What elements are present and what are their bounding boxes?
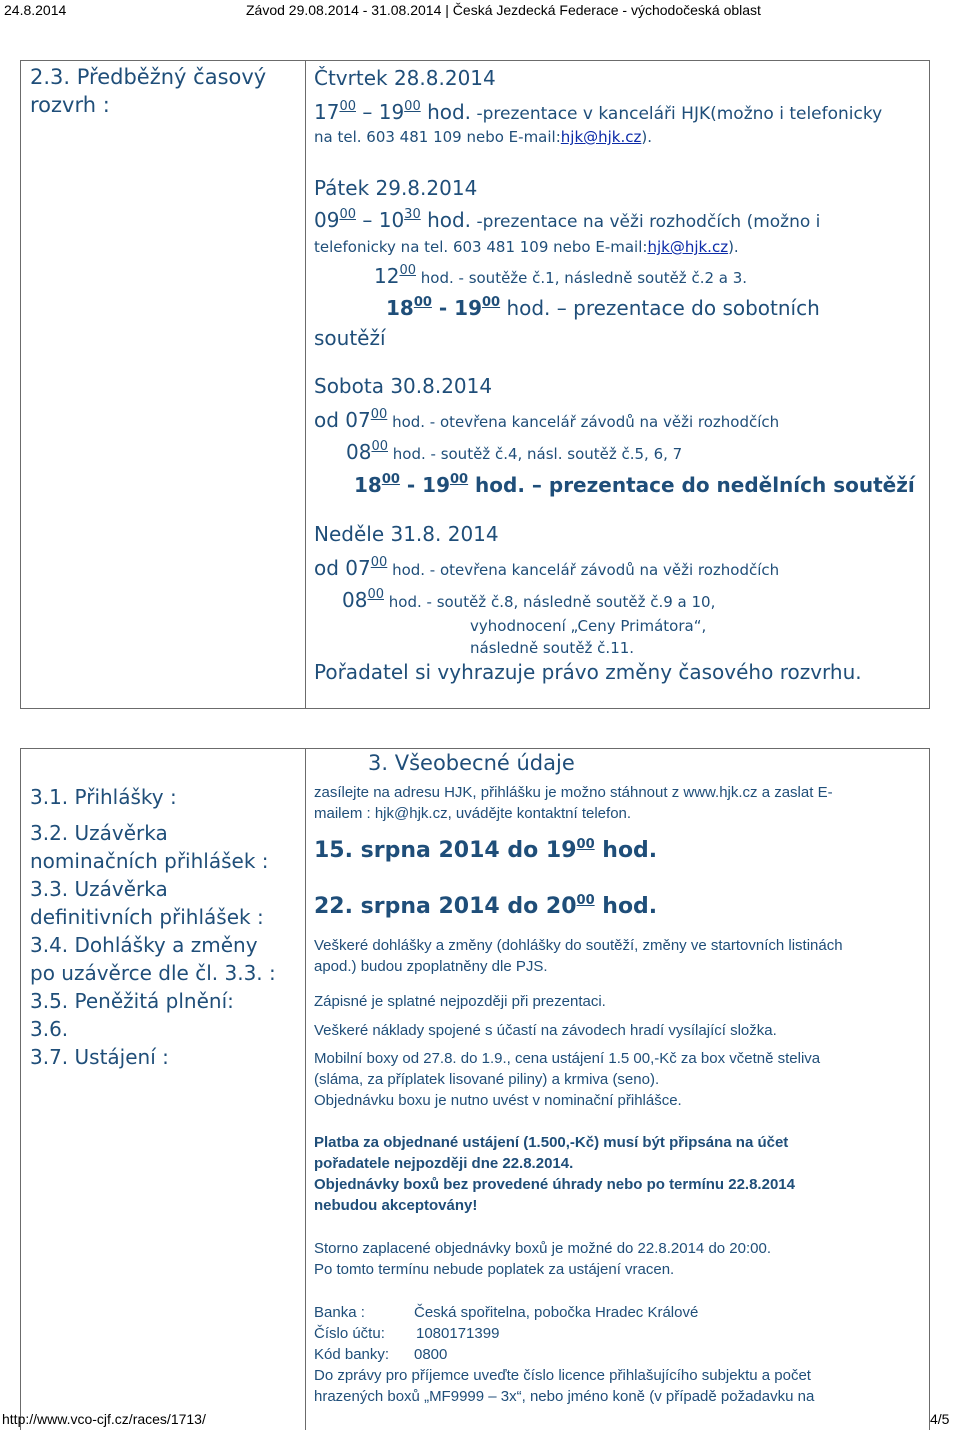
label-applications: 3.1. Přihlášky :: [30, 785, 177, 809]
general-labels: [30, 783, 276, 1071]
thursday-contact-end: ).: [641, 128, 653, 146]
schedule-label: [30, 63, 266, 119]
sunday-comp-minutes: 00: [367, 587, 384, 602]
friday-contact-text: telefonicky na tel. 603 481 109 nebo E-mail:: [314, 238, 648, 256]
friday-comp-minutes: 00: [399, 263, 416, 278]
bank-label: Banka :: [314, 1304, 365, 1321]
friday-day: Pátek 29.8.2014: [314, 176, 478, 200]
schedule-column-divider: [305, 60, 306, 709]
account-row: [314, 1323, 814, 1344]
sunday-open-pre: od 07: [314, 556, 371, 580]
label-nom-2: nominačních přihlášek :: [30, 849, 269, 873]
bank-code-value: 0800: [414, 1346, 448, 1363]
thursday-dash: –: [362, 100, 373, 124]
changes-line2: apod.) budou zpoplatněny dle PJS.: [314, 958, 548, 975]
sunday-comp-time: 08: [342, 588, 368, 612]
def-deadline-date: 22. srpna 2014 do 20: [314, 894, 577, 919]
thursday-contact-text: na tel. 603 481 109 nebo E-mail:: [314, 128, 561, 146]
applications-line2: mailem : hjk@hjk.cz, uvádějte kontaktní telefon.: [314, 805, 632, 822]
sunday-open-text: hod. - otevřena kancelář závodů na věži rozhodčích: [387, 561, 780, 579]
thursday-day: Čtvrtek 28.8.2014: [314, 66, 496, 90]
friday-t2-minutes: 30: [404, 207, 421, 222]
friday-time: [314, 208, 820, 232]
label-def-1: 3.3. Uzávěrka: [30, 877, 168, 901]
thursday-text: -prezentace v kanceláři HJK(možno i telefonicky: [471, 104, 883, 124]
warning-line1: Platba za objednané ustájení (1.500,-Kč) musí být připsána na účet: [314, 1134, 789, 1151]
payment-text: Zápisné je splatné nejpozději při prezentaci.: [314, 993, 606, 1010]
friday-contact: [314, 238, 739, 256]
saturday-pres-t1: 18: [354, 473, 382, 497]
label-changes-1: 3.4. Dohlášky a změny: [30, 933, 258, 957]
bank-code-row: [314, 1344, 814, 1365]
label-stabling: 3.7. Ustájení :: [30, 1045, 169, 1069]
payment-message-line2: hrazených boxů „MF9999 – 3x“, nebo jméno koně (v případě požadavku na: [314, 1388, 815, 1405]
saturday-pres-t2-minutes: 00: [450, 472, 469, 487]
thursday-email-link[interactable]: hjk@hjk.cz: [560, 128, 642, 146]
friday-email-link[interactable]: hjk@hjk.cz: [647, 238, 729, 256]
saturday-competitions: [346, 440, 682, 464]
label-changes-2: po uzávěrce dle čl. 3.3. :: [30, 961, 276, 985]
footer-url: http://www.vco-cjf.cz/races/1713/: [2, 1411, 206, 1427]
friday-dash: –: [362, 208, 373, 232]
friday-pres-text: hod. – prezentace do sobotních: [500, 296, 820, 320]
stabling-line2: (sláma, za příplatek lisované piliny) a krmiva (seno).: [314, 1071, 660, 1088]
saturday-comp-text: hod. - soutěž č.4, násl. soutěž č.5, 6, 7: [388, 445, 683, 463]
thursday-t2: 19: [378, 100, 405, 124]
stabling-line3: Objednávku boxu je nutno uvést v nominační přihlášce.: [314, 1092, 682, 1109]
warning-line4: nebudou akceptovány!: [314, 1197, 478, 1214]
schedule-note: Pořadatel si vyhrazuje právo změny časového rozvrhu.: [314, 660, 862, 684]
sunday-comp-text: hod. - soutěž č.8, následně soutěž č.9 a 10,: [384, 593, 716, 611]
changes-line1: Veškeré dohlášky a změny (dohlášky do soutěží, změny ve startovních listinách: [314, 937, 843, 954]
stabling-text: [314, 1048, 820, 1111]
applications-line1: zasílejte na adresu HJK, přihlášku je možno stáhnout z www.hjk.cz a zaslat E-: [314, 784, 833, 801]
friday-t1-minutes: 00: [339, 207, 356, 222]
friday-contact-end: ).: [728, 238, 739, 256]
nomination-deadline: [314, 838, 657, 863]
saturday-comp-minutes: 00: [371, 439, 388, 454]
applications-text: [314, 782, 833, 824]
label-payments: 3.5. Peněžitá plnění:: [30, 989, 234, 1013]
friday-hod: hod.: [427, 208, 472, 232]
nom-deadline-hod: hod.: [594, 838, 658, 863]
thursday-t1: 17: [314, 100, 340, 124]
stabling-line1: Mobilní boxy od 27.8. do 1.9., cena ustájení 1.5 00,-Kč za box včetně steliva: [314, 1050, 821, 1067]
saturday-open-pre: od 07: [314, 408, 371, 432]
saturday-open: [314, 408, 779, 432]
friday-text: -prezentace na věži rozhodčích (možno i: [471, 212, 821, 232]
label-def-2: definitivních přihlášek :: [30, 905, 264, 929]
changes-text: [314, 935, 843, 977]
thursday-time: [314, 100, 882, 124]
page-title: Závod 29.08.2014 - 31.08.2014 | Česká Jezdecká Federace - východočeská oblast: [246, 2, 761, 18]
sunday-comp-text3: následně soutěž č.11.: [470, 639, 635, 657]
label-36: 3.6.: [30, 1017, 69, 1041]
bank-value: Česká spořitelna, pobočka Hradec Králové: [414, 1304, 699, 1321]
thursday-t1-minutes: 00: [339, 99, 356, 114]
friday-presentation: [386, 296, 820, 320]
storno-line1: Storno zaplacené objednávky boxů je možné do 22.8.2014 do 20:00.: [314, 1240, 772, 1257]
bank-code-label: Kód banky:: [314, 1346, 390, 1363]
sunday-open: [314, 556, 779, 580]
warning-line2: pořadatele nejpozději dne 22.8.2014.: [314, 1155, 574, 1172]
friday-comp-time: 12: [374, 264, 400, 288]
thursday-t2-minutes: 00: [404, 99, 421, 114]
stabling-payment-warning: [314, 1132, 795, 1216]
nom-deadline-minutes: 00: [576, 837, 595, 852]
friday-pres-t2: - 19: [431, 296, 482, 320]
saturday-pres-text: hod. – prezentace do nedělních soutěží: [468, 473, 915, 497]
saturday-open-minutes: 00: [370, 407, 388, 422]
saturday-open-text: hod. - otevřena kancelář závodů na věži rozhodčích: [387, 413, 780, 431]
account-value: 1080171399: [416, 1325, 500, 1342]
friday-competitions: [374, 264, 747, 288]
def-deadline-minutes: 00: [576, 893, 595, 908]
friday-t1: 09: [314, 208, 340, 232]
costs-text: Veškeré náklady spojené s účastí na závodech hradí vysílající složka.: [314, 1022, 777, 1039]
friday-pres-t1-minutes: 00: [413, 295, 432, 310]
sunday-day: Neděle 31.8. 2014: [314, 522, 499, 546]
saturday-comp-time: 08: [346, 440, 372, 464]
saturday-pres-t2: - 19: [399, 473, 450, 497]
definitive-deadline: [314, 894, 657, 919]
thursday-hod: hod.: [427, 100, 472, 124]
friday-pres-text2: soutěží: [314, 326, 386, 350]
general-column-divider: [305, 748, 306, 1430]
saturday-presentation: [354, 473, 915, 497]
storno-line2: Po tomto termínu nebude poplatek za ustájení vracen.: [314, 1261, 675, 1278]
nom-deadline-date: 15. srpna 2014 do 19: [314, 838, 577, 863]
saturday-day: Sobota 30.8.2014: [314, 374, 493, 398]
thursday-contact: [314, 128, 652, 146]
sunday-comp-text2: vyhodnocení „Ceny Primátora“,: [470, 617, 707, 635]
bank-details: [314, 1302, 814, 1407]
page-number: 4/5: [930, 1411, 950, 1427]
sunday-competitions: [342, 588, 715, 612]
schedule-label-line1: 2.3. Předběžný časový: [30, 65, 267, 89]
def-deadline-hod: hod.: [594, 894, 658, 919]
general-heading: 3. Všeobecné údaje: [368, 751, 575, 775]
sunday-open-minutes: 00: [370, 555, 388, 570]
payment-message-line1: Do zprávy pro příjemce uveďte číslo licence přihlašujícího subjektu a počet: [314, 1367, 811, 1384]
header-date: 24.8.2014: [4, 2, 67, 18]
friday-comp-text: hod. - soutěže č.1, následně soutěž č.2 a 3.: [416, 269, 748, 287]
saturday-pres-t1-minutes: 00: [381, 472, 400, 487]
bank-row: [314, 1302, 814, 1323]
schedule-label-line2: rozvrh :: [30, 93, 110, 117]
friday-t2: 10: [378, 208, 405, 232]
account-label: Číslo účtu:: [314, 1325, 385, 1342]
storno-text: [314, 1238, 771, 1280]
friday-pres-t1: 18: [386, 296, 414, 320]
friday-pres-t2-minutes: 00: [482, 295, 501, 310]
warning-line3: Objednávky boxů bez provedené úhrady nebo po termínu 22.8.2014: [314, 1176, 795, 1193]
label-nom-1: 3.2. Uzávěrka: [30, 821, 168, 845]
